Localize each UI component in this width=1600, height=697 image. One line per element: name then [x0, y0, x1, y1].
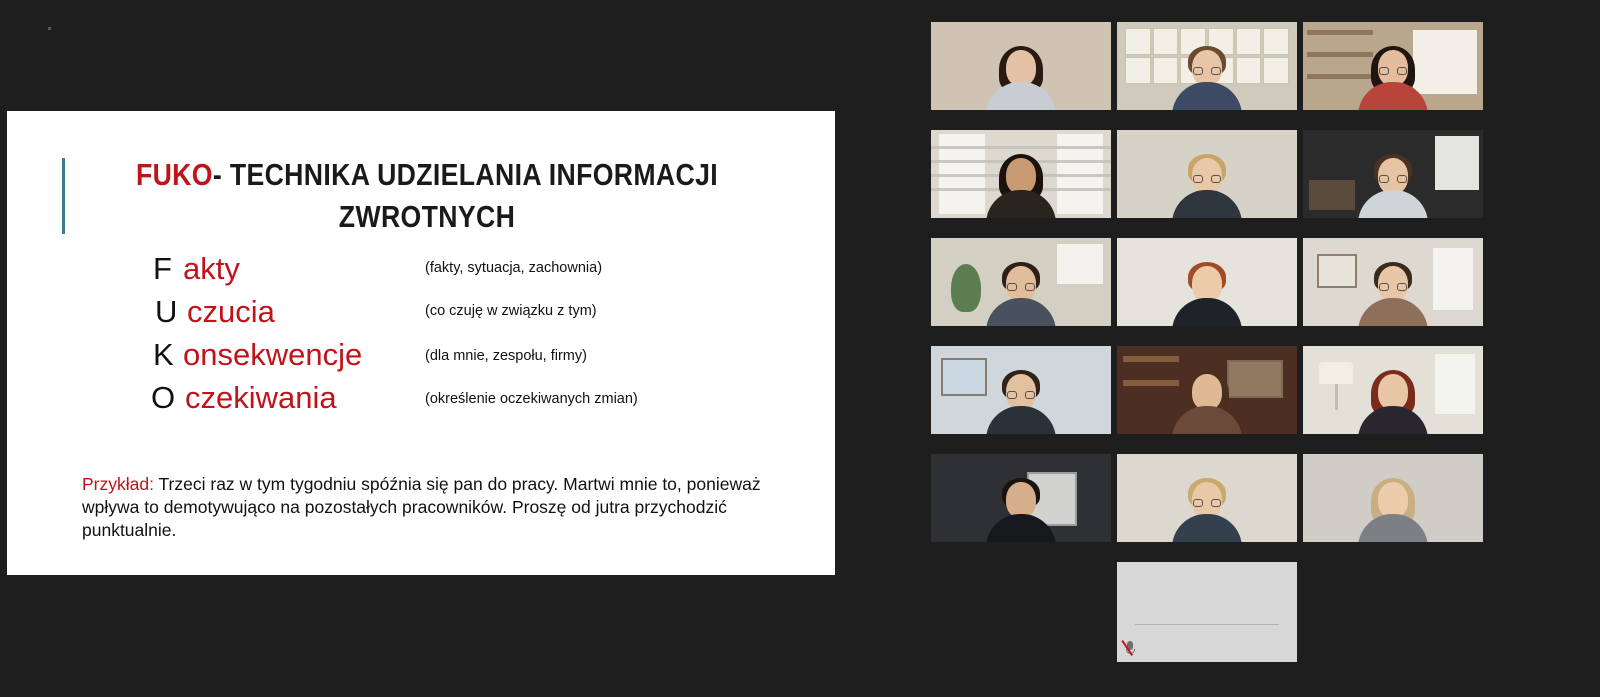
fuko-item — [7, 251, 835, 294]
fuko-item — [7, 380, 835, 423]
self-view-divider — [1135, 624, 1279, 625]
participant-silhouette — [1170, 158, 1244, 218]
participant-silhouette — [1356, 482, 1430, 542]
participant-tile[interactable] — [931, 238, 1111, 326]
slide-title-keyword: FUKO — [135, 157, 213, 192]
glasses-icon — [1007, 391, 1035, 399]
glasses-icon — [1379, 283, 1407, 291]
fuko-word: czekiwania — [185, 380, 337, 415]
glasses-icon — [1193, 175, 1221, 183]
participant-silhouette — [984, 266, 1058, 326]
participant-tile[interactable] — [1303, 22, 1483, 110]
participant-tile[interactable] — [1303, 238, 1483, 326]
gallery-row — [931, 346, 1487, 434]
self-view-tile[interactable] — [1117, 562, 1297, 662]
participant-silhouette — [1170, 266, 1244, 326]
glasses-icon — [1007, 283, 1035, 291]
slide-title — [135, 154, 720, 238]
participant-silhouette — [1170, 482, 1244, 542]
fuko-note: (dla mnie, zespołu, firmy) — [425, 348, 587, 364]
fuko-word: onsekwencje — [183, 337, 363, 372]
slide-example — [82, 473, 782, 542]
slide-example-label: Przykład: — [82, 474, 154, 494]
participant-tile[interactable] — [1303, 346, 1483, 434]
gallery-row — [931, 454, 1487, 542]
participant-silhouette — [984, 158, 1058, 218]
gallery-row — [931, 22, 1487, 110]
participant-tile[interactable] — [1117, 346, 1297, 434]
participant-silhouette — [984, 482, 1058, 542]
participant-silhouette — [1170, 50, 1244, 110]
participant-silhouette — [1356, 158, 1430, 218]
participant-tile[interactable] — [1303, 454, 1483, 542]
participant-tile[interactable] — [931, 130, 1111, 218]
fuko-item — [7, 337, 835, 380]
glasses-icon — [1193, 67, 1221, 75]
glasses-icon — [1379, 175, 1407, 183]
fuko-note: (fakty, sytuacja, zachownia) — [425, 260, 603, 276]
participant-silhouette — [984, 50, 1058, 110]
fuko-word: czucia — [187, 294, 275, 329]
participant-silhouette — [984, 374, 1058, 434]
participant-tile[interactable] — [1117, 454, 1297, 542]
fuko-list — [7, 251, 835, 423]
participant-tile[interactable] — [1117, 238, 1297, 326]
slide-title-rest: - TECHNIKA UDZIELANIA INFORMACJI ZWROTNYCH — [212, 157, 719, 234]
participant-silhouette — [1356, 374, 1430, 434]
glasses-icon — [1379, 67, 1407, 75]
participant-tile[interactable] — [1117, 22, 1297, 110]
gallery-row — [931, 130, 1487, 218]
participant-tile[interactable] — [931, 22, 1111, 110]
fuko-letter: K — [153, 337, 174, 372]
fuko-letter: U — [155, 294, 178, 329]
participant-tile[interactable] — [931, 346, 1111, 434]
fuko-note: (co czuję w związku z tym) — [425, 303, 597, 319]
participant-tile[interactable] — [1303, 130, 1483, 218]
slide-accent-bar — [62, 158, 65, 234]
fuko-note: (określenie oczekiwanych zmian) — [425, 391, 638, 407]
microphone-muted-icon — [1124, 640, 1138, 656]
gallery-row — [931, 238, 1487, 326]
participant-tile[interactable] — [1117, 130, 1297, 218]
fuko-letter: F — [153, 251, 172, 286]
fuko-word: akty — [183, 251, 240, 286]
slide-example-text: Trzeci raz w tym tygodniu spóźnia się pan do pracy. Martwi mnie to, ponieważ wpływa to demotywująco na pozostałych pracowników. Proszę od jutra przychodzić punktualnie. — [82, 474, 761, 540]
participant-tile[interactable] — [931, 454, 1111, 542]
participant-silhouette — [1356, 50, 1430, 110]
fuko-letter: O — [151, 380, 176, 415]
presentation-slide — [7, 111, 835, 575]
glasses-icon — [1193, 499, 1221, 507]
participant-silhouette — [1170, 374, 1244, 434]
fuko-item — [7, 294, 835, 337]
participant-silhouette — [1356, 266, 1430, 326]
